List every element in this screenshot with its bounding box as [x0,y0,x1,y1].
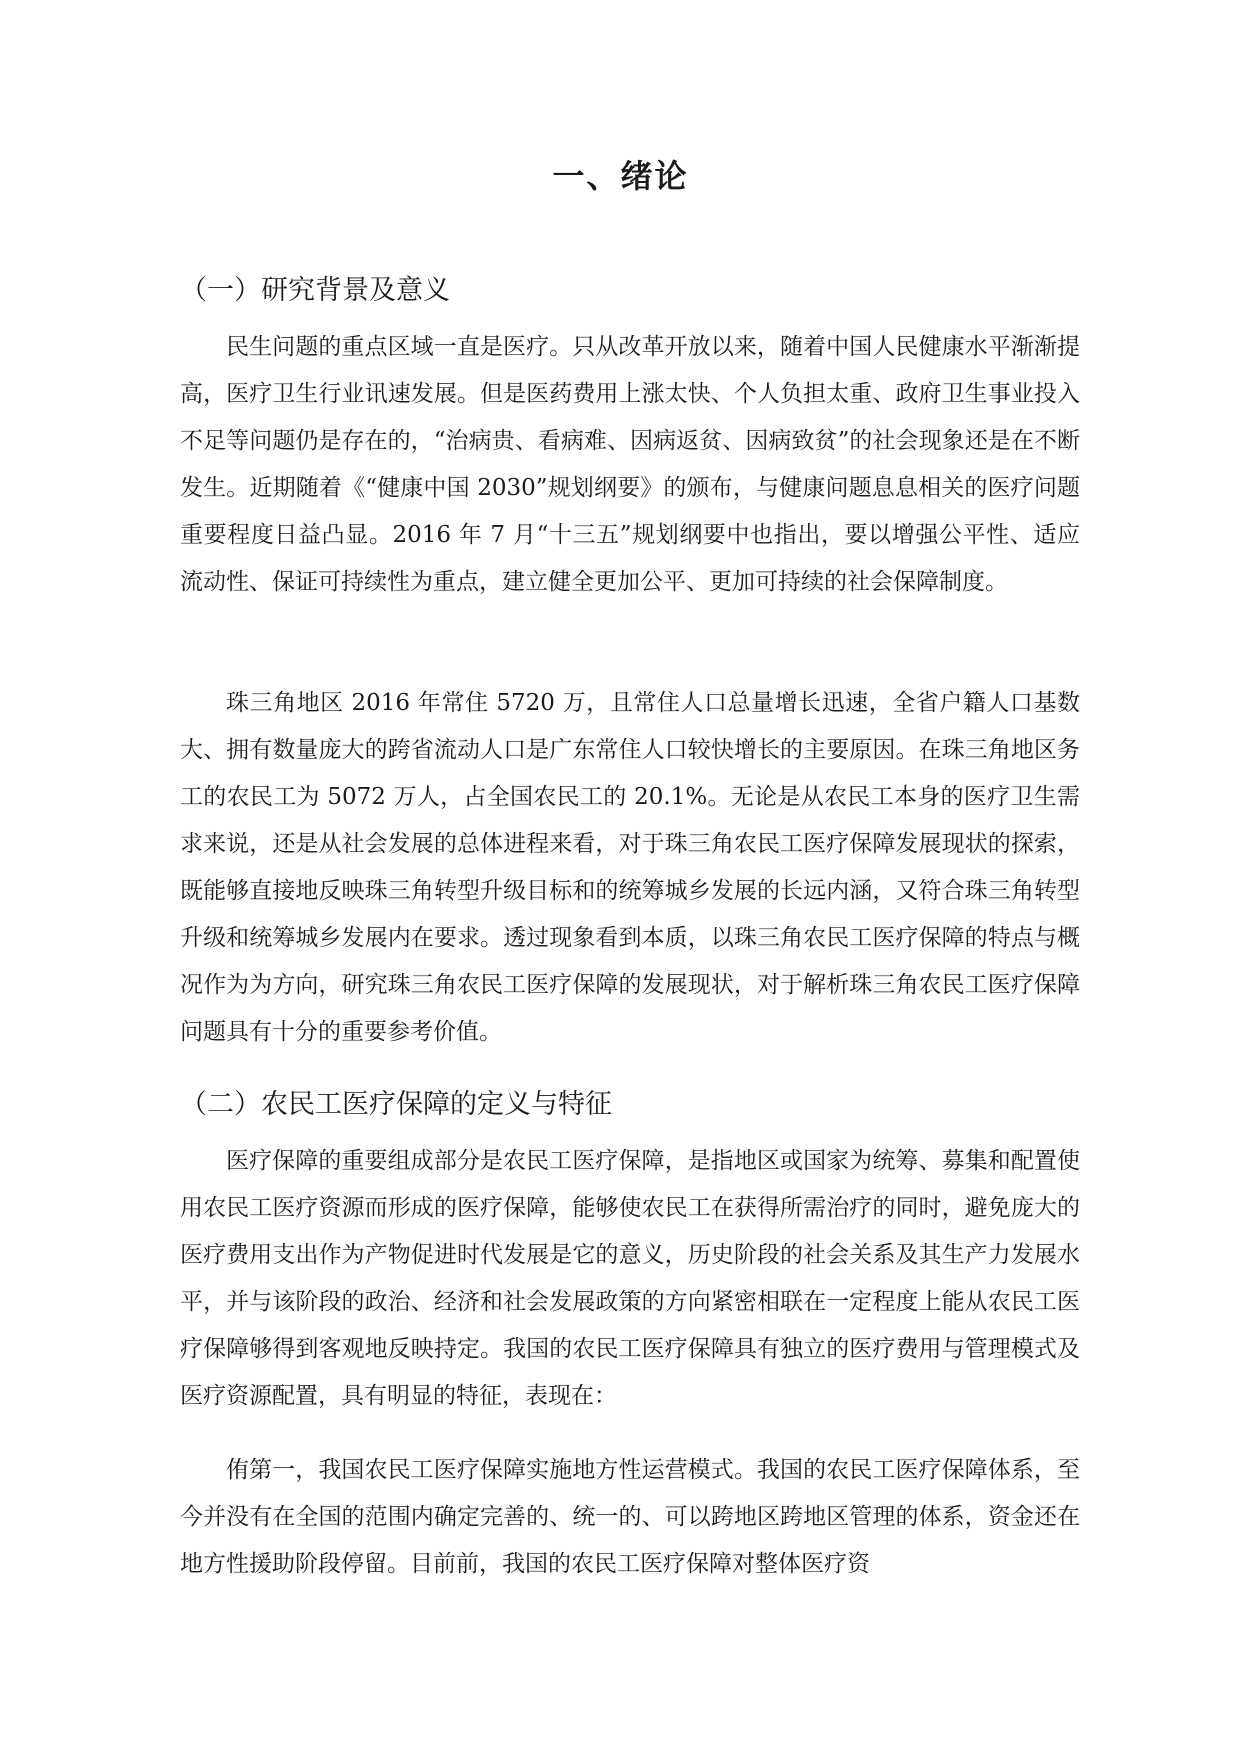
section-heading-definition-features: （二）农民工医疗保障的定义与特征 [180,1089,612,1120]
section-heading-research-background: （一）研究背景及意义 [180,275,450,306]
chapter-title: 一、绪论 [552,157,689,195]
body-paragraph: 医疗保障的重要组成部分是农民工医疗保障，是指地区或国家为统筹、募集和配置使用农民工医疗资源而形成的医疗保障，能够使农民工在获得所需治疗的同时，避免庞大的医疗费用支出作为产物促进时代发展是它的意义，历史阶段的社会关系及其生产力发展水平，并与该阶段的政治、经济和社会发展政策的方向紧密相联在一定程度上能从农民工医疗保障够得到客观地反映持定。我国的农民工医疗保障具有独立的医疗费用与管理模式及医疗资源配置，具有明显的特征，表现在： [180,1148,1080,1409]
body-paragraph: 侑第一，我国农民工医疗保障实施地方性运营模式。我国的农民工医疗保障体系，至今并没有在全国的范围内确定完善的、统一的、可以跨地区跨地区管理的体系，资金还在地方性援助阶段停留。目前前，我国的农民工医疗保障对整体医疗资 [180,1457,1080,1577]
body-paragraph: 珠三角地区 2016 年常住 5720 万，且常住人口总量增长迅速，全省户籍人口基数大、拥有数量庞大的跨省流动人口是广东常住人口较快增长的主要原因。在珠三角地区务工的农民工为 5072 万人，占全国农民工的 20.1%。无论是从农民工本身的医疗卫生需求来说，还是从社会发展的总体进程来看，对于珠三角农民工医疗保障发展现状的探索，既能够直接地反映珠三角转型升级目标和的统筹城乡发展的长远内涵，又符合珠三角转型升级和统筹城乡发展内在要求。透过现象看到本质，以珠三角农民工医疗保障的特点与概况作为为方向，研究珠三角农民工医疗保障的发展现状，对于解析珠三角农民工医疗保障问题具有十分的重要参考价值。 [180,690,1080,1045]
body-paragraph: 民生问题的重点区域一直是医疗。只从改革开放以来，随着中国人民健康水平渐渐提高，医疗卫生行业讯速发展。但是医药费用上涨太快、个人负担太重、政府卫生事业投入不足等问题仍是存在的，“治病贵、看病难、因病返贫、因病致贫”的社会现象还是在不断发生。近期随着《“健康中国 2030”规划纲要》的颁布，与健康问题息息相关的医疗问题重要程度日益凸显。2016 年 7 月“十三五”规划纲要中也指出，要以增强公平性、适应流动性、保证可持续性为重点，建立健全更加公平、更加可持续的社会保障制度。 [180,334,1080,595]
